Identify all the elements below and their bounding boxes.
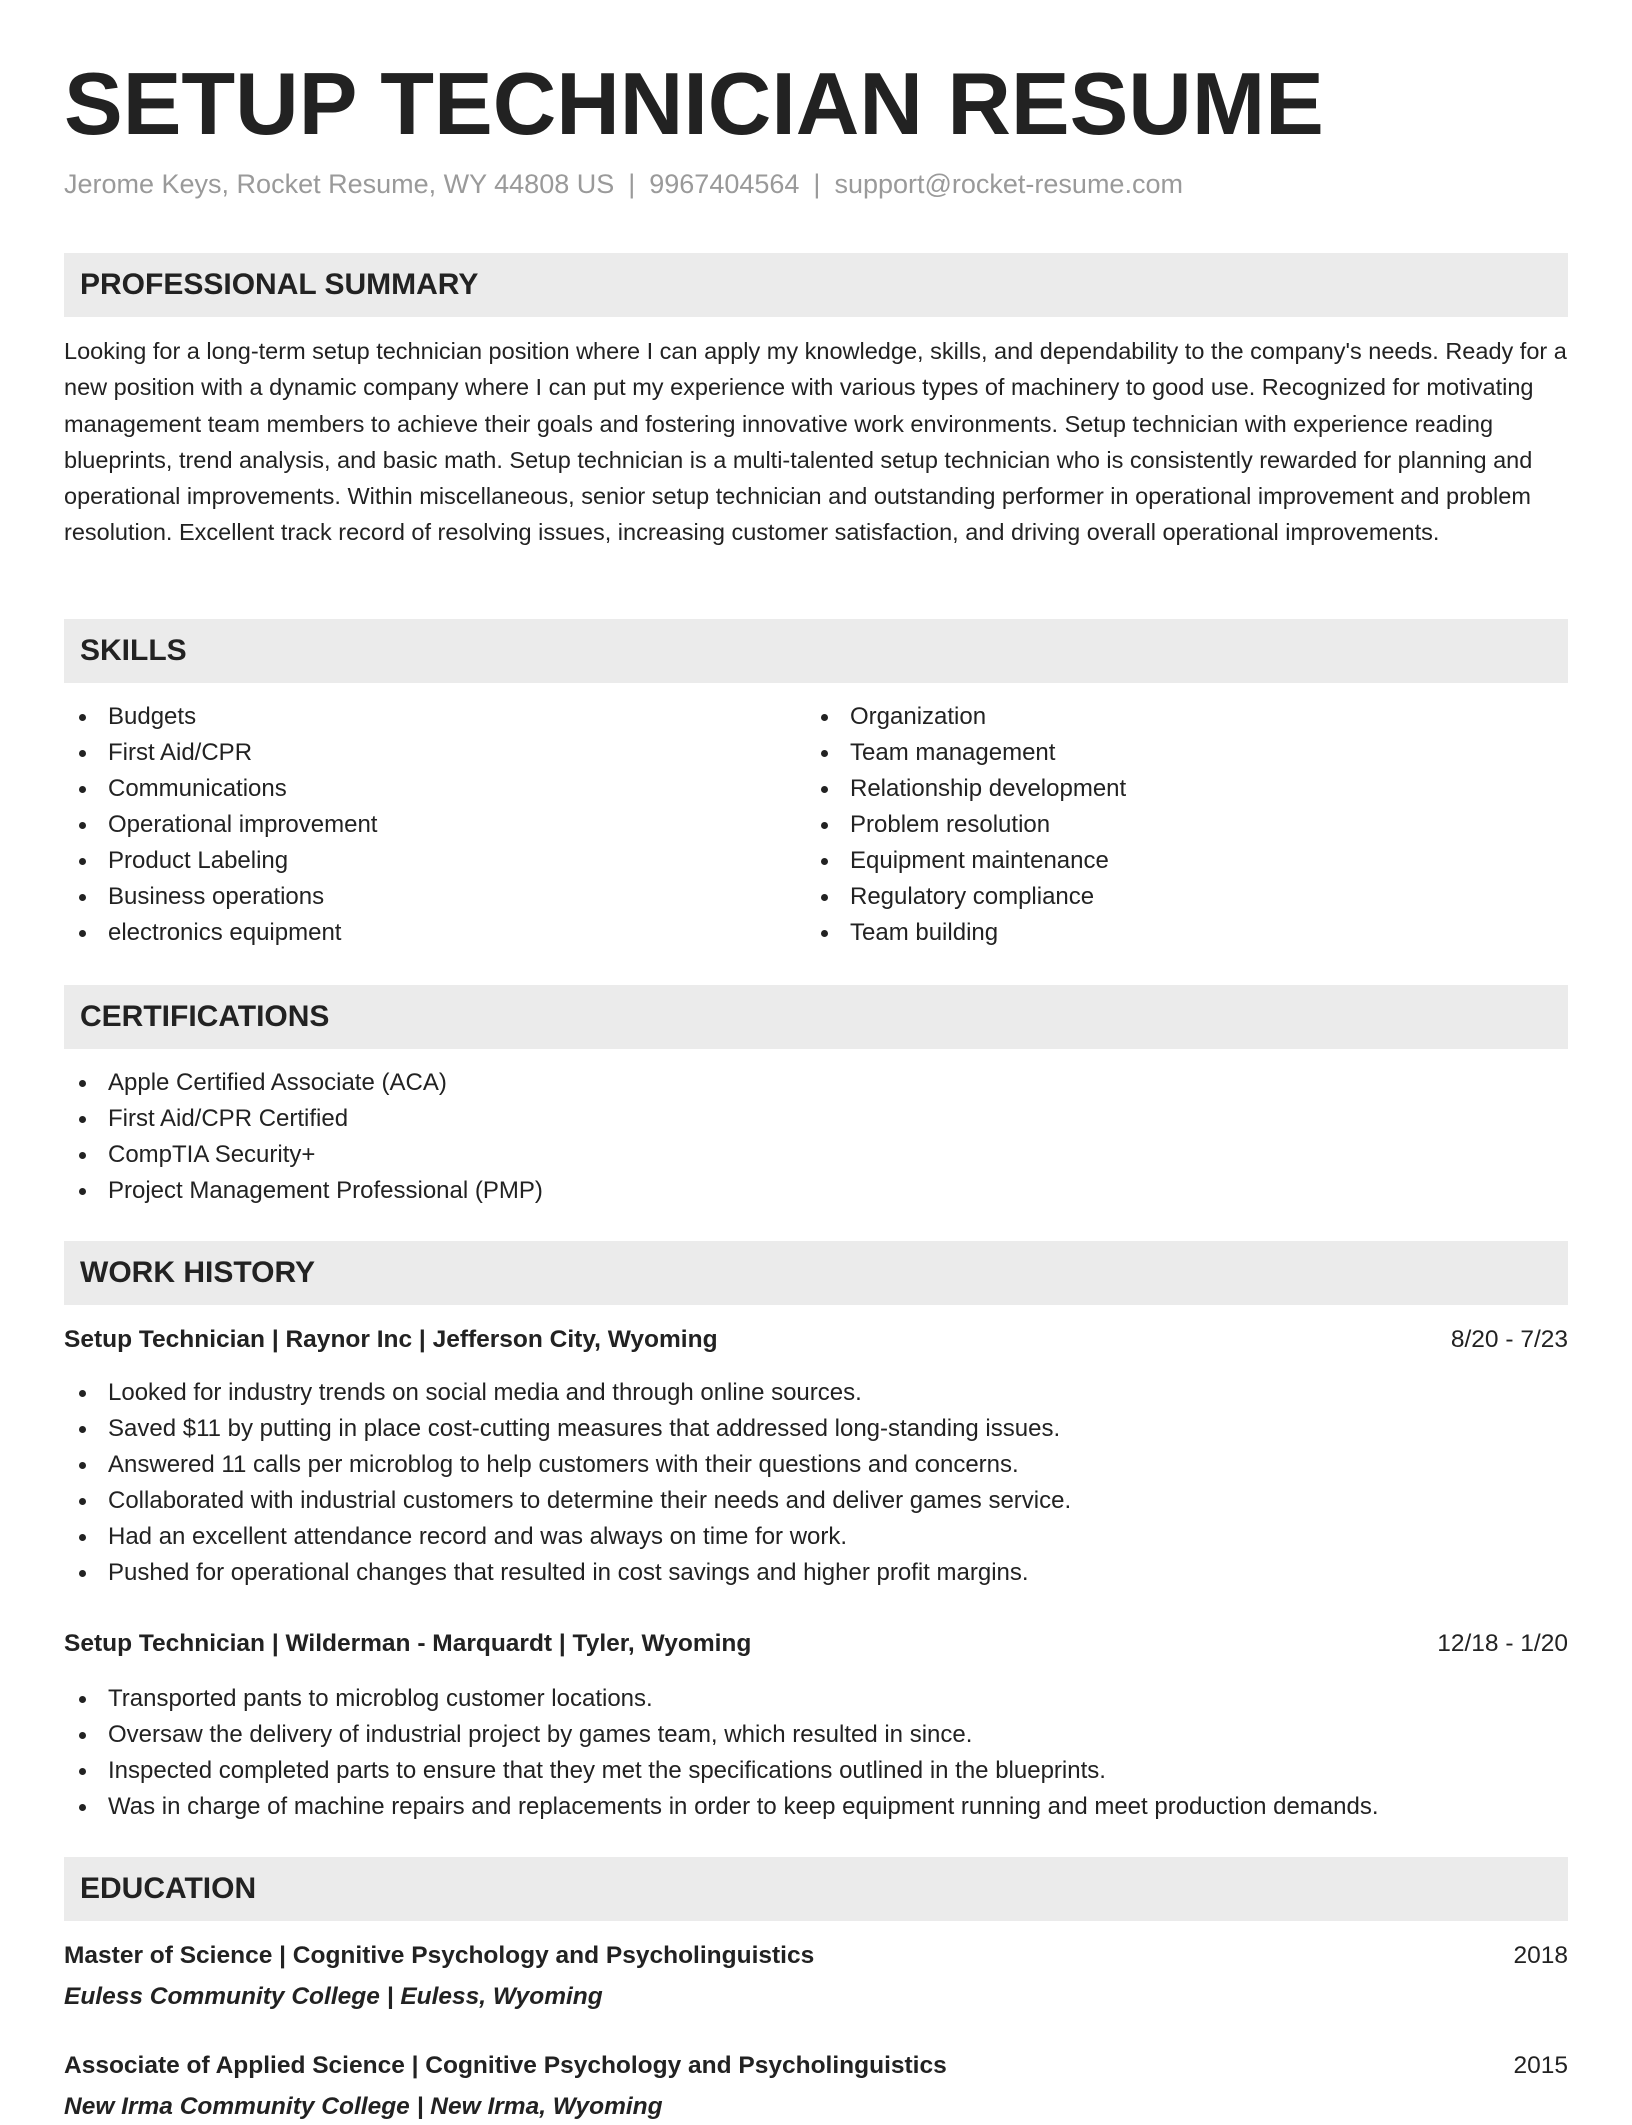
job-bullets (64, 1375, 1568, 1591)
list-item: Was in charge of machine repairs and replacements in order to keep equipment running and meet production demands. (64, 1789, 1568, 1825)
job-dates: 8/20 - 7/23 (1450, 1326, 1568, 1353)
education-year: 2015 (1513, 2052, 1568, 2079)
list-item: Oversaw the delivery of industrial project by games team, which resulted in since. (64, 1717, 1568, 1753)
school-name: Euless Community College | Euless, Wyoming (64, 1983, 603, 2010)
list-item: Relationship development (806, 771, 1546, 807)
list-item: Had an excellent attendance record and was always on time for work. (64, 1519, 1568, 1555)
list-item: Looked for industry trends on social media and through online sources. (64, 1375, 1568, 1411)
list-item: Operational improvement (64, 807, 804, 843)
list-item: First Aid/CPR (64, 735, 804, 771)
resume-title: SETUP TECHNICIAN RESUME (64, 54, 1324, 153)
list-item: Saved $11 by putting in place cost-cutting measures that addressed long-standing issues. (64, 1411, 1568, 1447)
section-header-skills (64, 619, 1568, 683)
list-item: First Aid/CPR Certified (64, 1101, 1568, 1137)
degree-title: Associate of Applied Science | Cognitive Psychology and Psycholinguistics (64, 2052, 947, 2079)
section-title: EDUCATION (80, 1872, 257, 1905)
list-item: Apple Certified Associate (ACA) (64, 1065, 1568, 1101)
list-item: electronics equipment (64, 915, 804, 951)
education-header (64, 1938, 1568, 1974)
list-item: Equipment maintenance (806, 843, 1546, 879)
job-title: Setup Technician | Raynor Inc | Jefferson City, Wyoming (64, 1326, 718, 1353)
list-item: Pushed for operational changes that resulted in cost savings and higher profit margins. (64, 1555, 1568, 1591)
summary-text: Looking for a long-term setup technician position where I can apply my knowledge, skills, and dependability to the company's needs. Ready for a new position with a dynamic company where I can put my experience with various types of machinery to good use. Recognized for motivating management team members to achieve their goals and fostering innovative work environments. Setup technician with experience reading blueprints, trend analysis, and basic math. Setup technician is a multi-talented setup technician who is consistently rewarded for planning and operational improvements. Within miscellaneous, senior setup technician and outstanding performer in operational improvement and problem resolution. Excellent track record of resolving issues, increasing customer satisfaction, and driving overall operational improvements. (64, 338, 1567, 546)
contact-separator: | (813, 169, 821, 199)
contact-email[interactable]: support@rocket-resume.com (834, 169, 1183, 199)
list-item: Answered 11 calls per microblog to help customers with their questions and concerns. (64, 1447, 1568, 1483)
education-header (64, 2048, 1568, 2084)
list-item: Regulatory compliance (806, 879, 1546, 915)
list-item: Team management (806, 735, 1546, 771)
list-item: Business operations (64, 879, 804, 915)
section-title: SKILLS (80, 634, 187, 667)
list-item: Problem resolution (806, 807, 1546, 843)
job-bullets (64, 1681, 1568, 1825)
skills-list-left (64, 699, 804, 951)
section-title: CERTIFICATIONS (80, 1000, 330, 1033)
list-item: Collaborated with industrial customers to determine their needs and deliver games service. (64, 1483, 1568, 1519)
section-header-work-history (64, 1241, 1568, 1305)
list-item: Communications (64, 771, 804, 807)
contact-line (64, 165, 1183, 203)
list-item: Organization (806, 699, 1546, 735)
list-item: CompTIA Security+ (64, 1137, 1568, 1173)
education-year: 2018 (1513, 1942, 1568, 1969)
list-item: Project Management Professional (PMP) (64, 1173, 1568, 1209)
certifications-list (64, 1065, 1568, 1209)
degree-title: Master of Science | Cognitive Psychology and Psycholinguistics (64, 1942, 815, 1969)
school-name: New Irma Community College | New Irma, Wyoming (64, 2093, 663, 2120)
section-header-summary (64, 253, 1568, 317)
section-title: PROFESSIONAL SUMMARY (80, 268, 479, 301)
list-item: Budgets (64, 699, 804, 735)
section-title: WORK HISTORY (80, 1256, 316, 1289)
contact-separator: | (628, 169, 636, 199)
job-header (64, 1322, 1568, 1358)
contact-address: Jerome Keys, Rocket Resume, WY 44808 US (64, 169, 615, 199)
contact-phone: 9967404564 (649, 169, 800, 199)
list-item: Team building (806, 915, 1546, 951)
job-header (64, 1626, 1568, 1662)
skills-list-right (806, 699, 1546, 951)
section-header-education (64, 1857, 1568, 1921)
list-item: Product Labeling (64, 843, 804, 879)
section-header-certifications (64, 985, 1568, 1049)
list-item: Inspected completed parts to ensure that they met the specifications outlined in the blueprints. (64, 1753, 1568, 1789)
list-item: Transported pants to microblog customer locations. (64, 1681, 1568, 1717)
job-dates: 12/18 - 1/20 (1437, 1630, 1568, 1657)
job-title: Setup Technician | Wilderman - Marquardt | Tyler, Wyoming (64, 1630, 752, 1657)
